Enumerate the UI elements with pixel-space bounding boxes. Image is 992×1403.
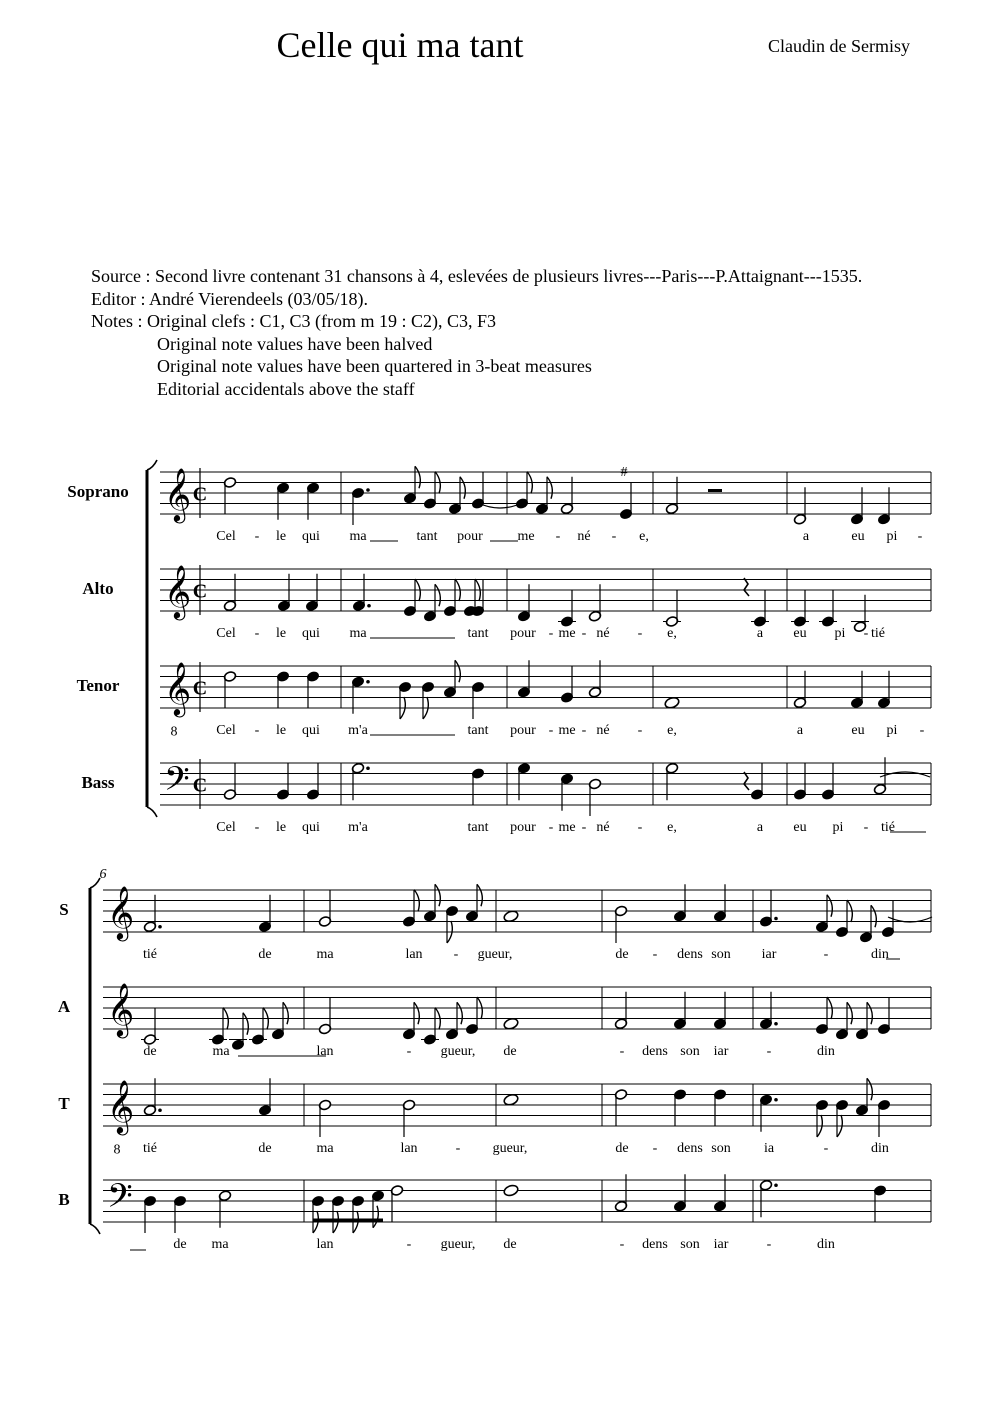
lyric-syllable: tié (881, 820, 895, 835)
lyric-hyphen: - (619, 1237, 625, 1252)
part-label: S (59, 900, 69, 920)
part-label: Bass (81, 773, 115, 793)
note-flag (415, 466, 420, 488)
lyric-syllable: pi (886, 723, 898, 738)
note (713, 1089, 726, 1127)
note-flag (414, 1002, 419, 1024)
lyric-syllable: e, (667, 723, 677, 738)
lyric-syllable: de (173, 1237, 187, 1252)
lyric-syllable: gueur, (477, 947, 513, 962)
lyric-syllable: pi (886, 529, 898, 544)
lyric-hyphen: - (406, 1237, 412, 1252)
lyric-syllable: dens (642, 1237, 668, 1252)
note (503, 1184, 519, 1197)
lyric-syllable: tant (416, 529, 438, 544)
lyric-syllable: pour (510, 820, 536, 835)
lyric-syllable: qui (302, 723, 320, 738)
note-dot (366, 488, 370, 492)
lyric-syllable: de (503, 1237, 517, 1252)
note (750, 763, 763, 801)
note (503, 910, 519, 923)
note (141, 1008, 159, 1046)
note (821, 763, 834, 801)
note (503, 1093, 519, 1106)
lyric-hyphen: - (652, 1141, 658, 1156)
lyric-syllable: pour (510, 723, 536, 738)
lyric-syllable: ia (763, 1141, 775, 1156)
note (558, 590, 576, 628)
note (351, 1195, 364, 1233)
bracket-hook-top (147, 460, 157, 470)
treble-clef-icon: 𝄞 (164, 466, 192, 521)
lyric-syllable: ma (316, 947, 334, 962)
lyric-hyphen: - (652, 947, 658, 962)
note (819, 590, 837, 628)
note (471, 768, 484, 806)
lyric-syllable: qui (302, 626, 320, 641)
note (223, 763, 236, 801)
lyric-syllable: iar (713, 1237, 729, 1252)
composer-name: Claudin de Sermisy (768, 36, 910, 56)
measure-number: 6 (99, 867, 107, 882)
note (873, 1185, 886, 1223)
notehead (503, 1093, 519, 1106)
lyric-hyphen: - (455, 1141, 461, 1156)
lyric-syllable: lan (400, 1141, 418, 1156)
lyric-syllable: eu (793, 820, 807, 835)
lyric-syllable: din (817, 1044, 835, 1059)
note-flag (283, 1002, 288, 1024)
lyric-syllable: le (275, 820, 287, 835)
lyric-syllable: né (596, 723, 610, 738)
lyric-syllable: tié (143, 1141, 157, 1156)
bracket-hook-top (90, 878, 100, 888)
lyric-hyphen: - (406, 1044, 412, 1059)
lyric-syllable: m'a (348, 820, 368, 835)
lyric-syllable: e, (639, 529, 649, 544)
note (318, 1099, 331, 1137)
lyric-syllable: din (817, 1237, 835, 1252)
lyric-syllable: le (275, 723, 287, 738)
part-label: T (58, 1094, 70, 1114)
lyric-syllable: tié (871, 626, 885, 641)
note-dot (774, 1022, 778, 1026)
lyric-syllable: a (756, 626, 764, 641)
lyric-syllable: lan (316, 1044, 334, 1059)
part-label: Soprano (67, 482, 129, 502)
part-label: B (58, 1190, 70, 1210)
note (815, 1099, 828, 1137)
lyric-syllable: eu (851, 529, 865, 544)
lyric-syllable: a (796, 723, 804, 738)
note (503, 1017, 519, 1030)
note (471, 681, 484, 719)
lyric-syllable: me (558, 626, 576, 641)
note (398, 681, 411, 719)
note-flag (827, 895, 832, 917)
part-label: A (57, 997, 71, 1017)
note-dot (366, 680, 370, 684)
note (318, 997, 331, 1035)
lyric-syllable: pour (510, 626, 536, 641)
note (835, 1099, 848, 1137)
lyric-syllable: din (871, 947, 889, 962)
lyric-hyphen: - (555, 529, 561, 544)
note (471, 472, 484, 510)
note (614, 1089, 627, 1127)
lyric-syllable: Cel (216, 529, 236, 544)
part-label: Alto (82, 579, 114, 599)
lyric-hyphen: - (254, 529, 260, 544)
lyric-syllable: pour (457, 529, 483, 544)
note-flag (871, 905, 876, 927)
lyric-syllable: iar (761, 947, 777, 962)
lyric-hyphen: - (823, 947, 829, 962)
lyric-syllable: ma (349, 529, 367, 544)
lyric-syllable: son (680, 1044, 700, 1059)
part-label: Tenor (76, 676, 120, 696)
note (390, 1185, 403, 1223)
lyric-hyphen: - (917, 529, 923, 544)
note (331, 1195, 344, 1233)
note (173, 1195, 186, 1233)
note (276, 671, 289, 709)
note (877, 997, 890, 1035)
lyric-syllable: de (615, 947, 629, 962)
lyric-hyphen: - (637, 723, 643, 738)
note (249, 1008, 268, 1046)
note-values-note: Original note values have been halved (157, 333, 433, 354)
note (751, 590, 769, 628)
note-dot (774, 1183, 778, 1187)
note (311, 1195, 324, 1233)
lyric-hyphen: - (254, 626, 260, 641)
note-flag (373, 1206, 378, 1228)
source-note: Source : Second livre contenant 31 chansons à 4, eslevées de plusieurs livres---Paris---P.Attaignant---1535. (91, 266, 863, 286)
treble-clef-icon: 𝄞 (107, 1078, 135, 1133)
lyric-hyphen: - (453, 947, 459, 962)
lyric-syllable: me (517, 529, 535, 544)
note (209, 1008, 228, 1046)
lyric-syllable: din (871, 1141, 889, 1156)
lyric-syllable: son (711, 947, 731, 962)
note (402, 1099, 415, 1137)
cut-time-icon: C (192, 774, 208, 797)
cut-time-icon: C (192, 580, 208, 603)
note-flag (867, 1078, 872, 1100)
note (588, 778, 601, 816)
lyric-syllable: Cel (216, 626, 236, 641)
note-flag (243, 1013, 248, 1035)
treble-clef-icon: 𝄞 (107, 981, 135, 1036)
note-flag (847, 1002, 852, 1024)
lyric-syllable: e, (667, 626, 677, 641)
lyric-syllable: de (258, 947, 272, 962)
cut-time-icon: C (192, 677, 208, 700)
half-rest-icon (708, 489, 722, 492)
quarter-rest-icon (744, 772, 749, 790)
lyric-syllable: iar (713, 1044, 729, 1059)
bass-clef-icon: 𝄢 (107, 1177, 133, 1224)
lyric-syllable: eu (793, 626, 807, 641)
treble-clef-icon: 𝄞 (164, 563, 192, 618)
lyric-hyphen: - (766, 1237, 772, 1252)
bass-clef-icon: 𝄢 (164, 760, 190, 807)
note (793, 763, 806, 801)
lyric-syllable: de (258, 1141, 272, 1156)
lyric-syllable: gueur, (440, 1044, 476, 1059)
note-dot (774, 917, 778, 921)
score-title: Celle qui ma tant (276, 25, 524, 65)
note (791, 590, 809, 628)
lyric-syllable: e, (667, 820, 677, 835)
editor-note: Editor : André Vierendeels (03/05/18). (91, 288, 369, 309)
lyric-hyphen: - (548, 723, 554, 738)
note (664, 696, 680, 709)
lyric-hyphen: - (581, 723, 587, 738)
note-flag (460, 477, 465, 499)
lyric-hyphen: - (548, 820, 554, 835)
lyric-syllable: m'a (348, 723, 368, 738)
note (276, 763, 289, 801)
note (421, 1008, 440, 1046)
lyric-hyphen: - (581, 820, 587, 835)
lyric-syllable: gueur, (440, 1237, 476, 1252)
note-values-3beat-note: Original note values have been quartered in 3-beat measures (157, 356, 592, 376)
bracket-hook-bottom (90, 1224, 100, 1234)
note (306, 671, 319, 709)
lyric-syllable: le (275, 529, 287, 544)
note (223, 477, 236, 515)
note (560, 666, 573, 704)
cut-time-icon: C (192, 483, 208, 506)
lyric-hyphen: - (766, 1044, 772, 1059)
lyric-syllable: a (802, 529, 810, 544)
lyric-syllable: dens (642, 1044, 668, 1059)
lyric-syllable: son (711, 1141, 731, 1156)
lyric-syllable: de (143, 1044, 157, 1059)
lyric-hyphen: - (548, 626, 554, 641)
lyric-syllable: ma (212, 1044, 230, 1059)
lyric-syllable: a (756, 820, 764, 835)
lyric-syllable: pi (834, 626, 846, 641)
note (318, 890, 331, 928)
lyric-syllable: dens (677, 1141, 703, 1156)
note-dot (366, 766, 370, 770)
lyric-syllable: qui (302, 529, 320, 544)
lyric-syllable: ma (211, 1237, 229, 1252)
clefs-note: Notes : Original clefs : C1, C3 (from m 19 : C2), C3, F3 (91, 311, 496, 331)
editorial-sharp-icon: # (620, 465, 628, 480)
note-dot (158, 1108, 162, 1112)
lyric-syllable: Cel (216, 723, 236, 738)
lyric-syllable: né (596, 820, 610, 835)
note-dot (158, 925, 162, 929)
note-flag (547, 477, 552, 499)
lyric-syllable: né (577, 529, 591, 544)
lyric-hyphen: - (619, 1044, 625, 1059)
note (445, 905, 458, 943)
note (421, 681, 434, 719)
lyric-syllable: me (558, 723, 576, 738)
treble-clef-icon: 𝄞 (107, 884, 135, 939)
notehead (503, 910, 519, 923)
note-flag (867, 1002, 872, 1024)
editorial-accidentals-note: Editorial accidentals above the staff (157, 378, 415, 399)
lyric-syllable: né (596, 626, 610, 641)
note (663, 590, 681, 628)
notehead (664, 696, 680, 709)
lyric-syllable: tant (467, 820, 489, 835)
note-dot (774, 1098, 778, 1102)
note-flag (457, 1002, 462, 1024)
notehead (503, 1184, 519, 1197)
note (673, 1089, 686, 1127)
note-flag (477, 884, 482, 906)
lyric-syllable: Cel (216, 820, 236, 835)
lyric-hyphen: - (637, 820, 643, 835)
lyric-hyphen: - (254, 820, 260, 835)
lyric-syllable: lan (405, 947, 423, 962)
note-dot (367, 604, 371, 608)
lyric-syllable: gueur, (492, 1141, 528, 1156)
lyric-syllable: son (680, 1237, 700, 1252)
lyric-hyphen: - (863, 820, 869, 835)
notehead (503, 1017, 519, 1030)
lyric-syllable: le (275, 626, 287, 641)
lyric-syllable: tié (143, 947, 157, 962)
lyric-syllable: pi (832, 820, 844, 835)
note (619, 482, 632, 520)
lyric-hyphen: - (611, 529, 617, 544)
note (223, 671, 236, 709)
lyric-syllable: me (558, 820, 576, 835)
lyric-syllable: lan (316, 1237, 334, 1252)
lyric-syllable: tant (467, 723, 489, 738)
tie (880, 772, 930, 777)
note (614, 905, 627, 943)
lyric-syllable: dens (677, 947, 703, 962)
lyric-syllable: ma (349, 626, 367, 641)
note (143, 1195, 156, 1233)
lyric-hyphen: - (919, 723, 925, 738)
octave-eight-mark: 8 (170, 724, 178, 740)
lyric-hyphen: - (581, 626, 587, 641)
quarter-rest-icon (744, 578, 749, 596)
lyric-hyphen: - (637, 626, 643, 641)
note (306, 763, 319, 801)
note-flag (435, 884, 440, 906)
note-flag (455, 660, 460, 682)
lyric-syllable: de (615, 1141, 629, 1156)
octave-eight-mark: 8 (113, 1142, 121, 1158)
lyric-hyphen: - (823, 1141, 829, 1156)
treble-clef-icon: 𝄞 (164, 660, 192, 715)
note (877, 1099, 890, 1137)
bracket-hook-bottom (147, 807, 157, 817)
lyric-hyphen: - (254, 723, 260, 738)
lyric-syllable: qui (302, 820, 320, 835)
note-flag (435, 584, 440, 606)
lyric-syllable: ma (316, 1141, 334, 1156)
lyric-syllable: eu (851, 723, 865, 738)
lyric-hyphen: - (863, 626, 869, 641)
lyric-syllable: de (503, 1044, 517, 1059)
lyric-syllable: tant (467, 626, 489, 641)
